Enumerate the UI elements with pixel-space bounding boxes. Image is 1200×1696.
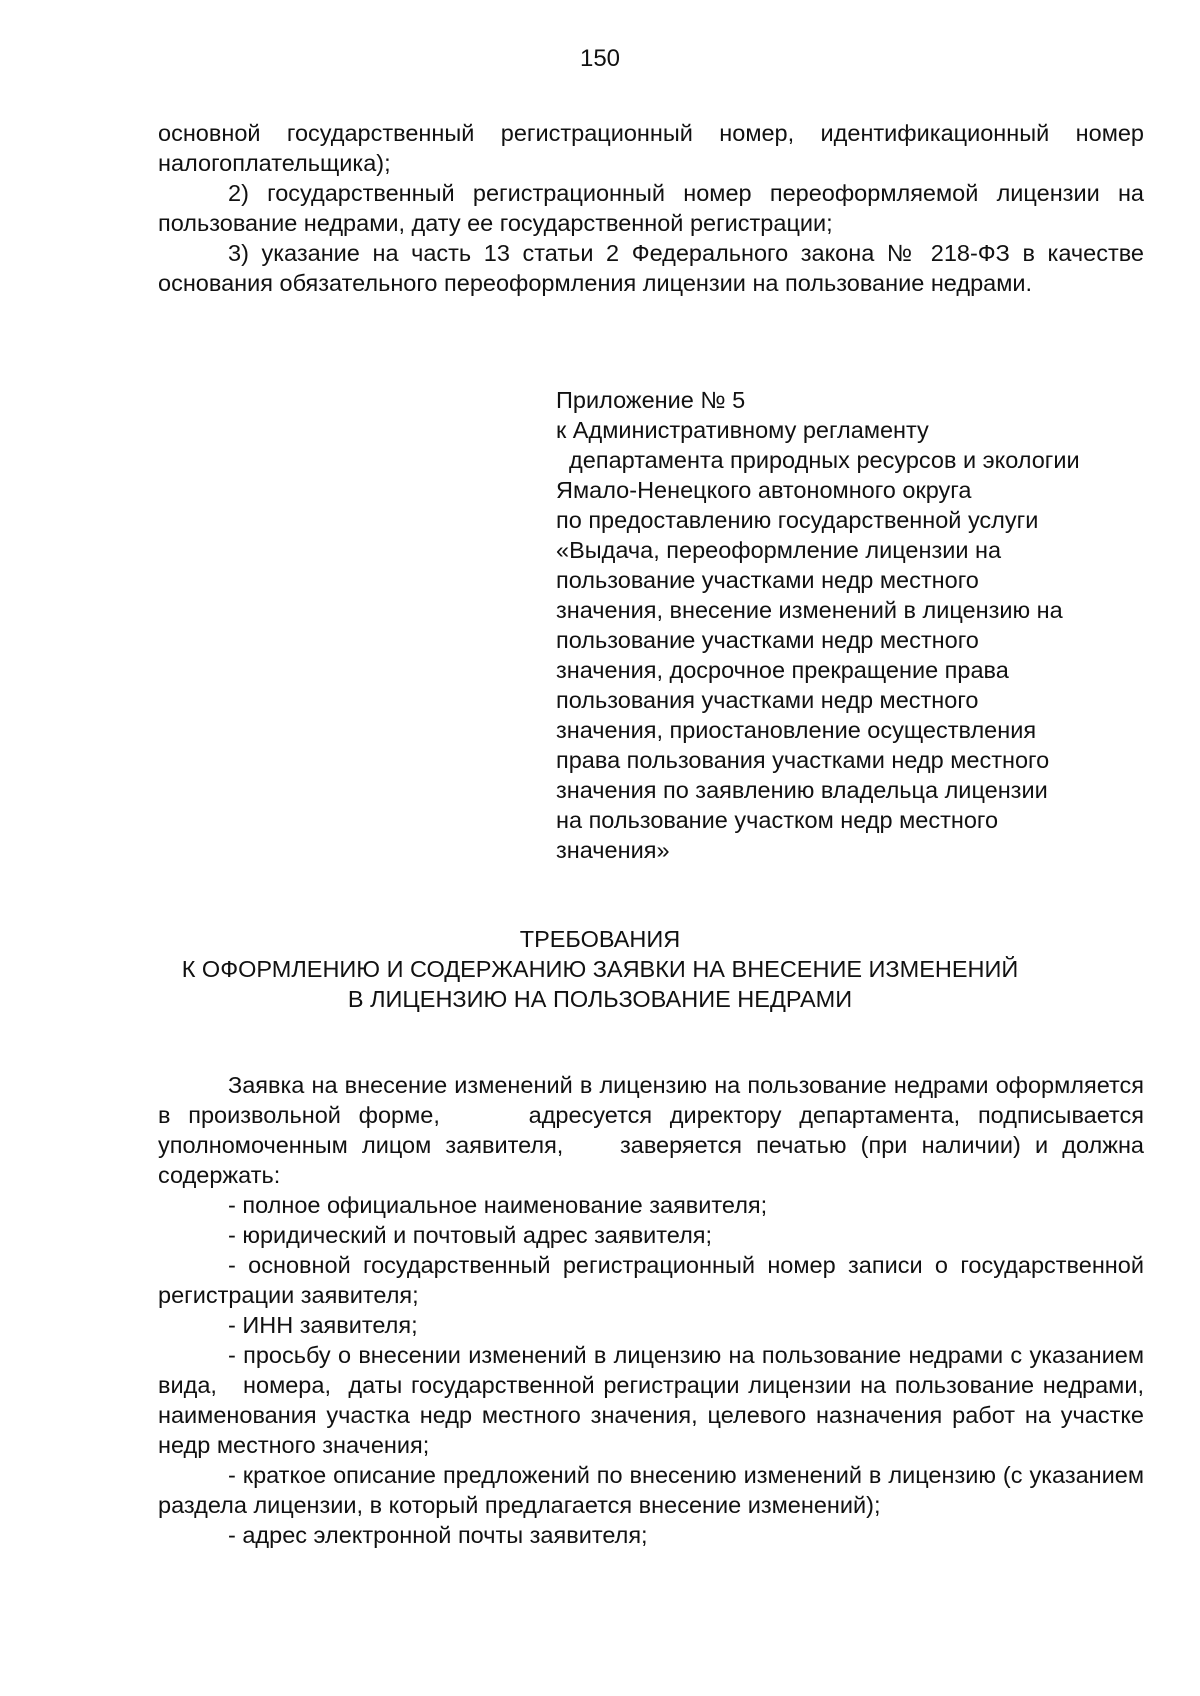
appendix-line: права пользования участками недр местного [556, 747, 1050, 773]
appendix-line: пользование участками недр местного [556, 567, 979, 593]
requirement-item: - краткое описание предложений по внесению изменений в лицензию (с указанием раздела лицензии, в который предлагается внесение изменений); [158, 1462, 1144, 1518]
appendix-line: «Выдача, переоформление лицензии на [556, 537, 1002, 563]
appendix-line: на пользование участком недр местного [556, 807, 999, 833]
section-heading [0, 924, 1200, 1014]
appendix-line: значения, внесение изменений в лицензию на [556, 597, 1063, 623]
appendix-line: пользования участками недр местного [556, 687, 979, 713]
page-number: 150 [579, 45, 621, 72]
appendix-note [556, 385, 1156, 865]
appendix-line: значения, приостановление осуществления [556, 717, 1037, 743]
requirements-block [158, 1070, 1151, 1550]
requirement-item: - адрес электронной почты заявителя; [228, 1522, 648, 1548]
intro-paragraph: 3) указание на часть 13 статьи 2 Федерального закона № 218-ФЗ в качестве основания обязательного переоформления лицензии на пользование недрами. [158, 240, 1144, 296]
requirement-item: - основной государственный регистрационный номер записи о государственной регистрации заявителя; [158, 1252, 1144, 1308]
requirement-item: - полное официальное наименование заявителя; [228, 1192, 768, 1218]
appendix-line: к Административному регламенту [556, 417, 929, 443]
intro-paragraph: 2) государственный регистрационный номер переоформляемой лицензии на пользование недрами, дату ее государственной регистрации; [158, 180, 1144, 236]
appendix-line: значения» [556, 837, 670, 863]
appendix-line: по предоставлению государственной услуги [556, 507, 1039, 533]
heading-line: К ОФОРМЛЕНИЮ И СОДЕРЖАНИЮ ЗАЯВКИ НА ВНЕСЕНИЕ ИЗМЕНЕНИЙ [181, 956, 1019, 982]
appendix-line: департамента природных ресурсов и экологии [556, 447, 1080, 473]
appendix-line: Приложение № 5 [556, 387, 746, 413]
requirement-item: - ИНН заявителя; [228, 1312, 418, 1338]
appendix-line: Ямало-Ненецкого автономного округа [556, 477, 972, 503]
requirement-item: - просьбу о внесении изменений в лицензию на пользование недрами с указанием вида, номера, даты государственной регистрации лицензии на пользование недрами, наименования участка недр местного значения, целевого назначения работ на участке недр местного значения; [158, 1342, 1151, 1458]
intro-paragraph: основной государственный регистрационный номер, идентификационный номер налогоплательщика); [158, 120, 1144, 176]
appendix-line: значения по заявлению владельца лицензии [556, 777, 1048, 803]
heading-line: В ЛИЦЕНЗИЮ НА ПОЛЬЗОВАНИЕ НЕДРАМИ [347, 986, 853, 1012]
heading-line: ТРЕБОВАНИЯ [519, 926, 681, 952]
requirement-item: - юридический и почтовый адрес заявителя; [228, 1222, 713, 1248]
intro-block [158, 118, 1144, 298]
requirements-lead: Заявка на внесение изменений в лицензию на пользование недрами оформляется в произвольной форме, адресуется директору департамента, подписывается уполномоченным лицом заявителя, заверяется печатью (при наличии) и должна содержать: [158, 1072, 1151, 1188]
appendix-line: пользование участками недр местного [556, 627, 979, 653]
appendix-line: значения, досрочное прекращение права [556, 657, 1009, 683]
